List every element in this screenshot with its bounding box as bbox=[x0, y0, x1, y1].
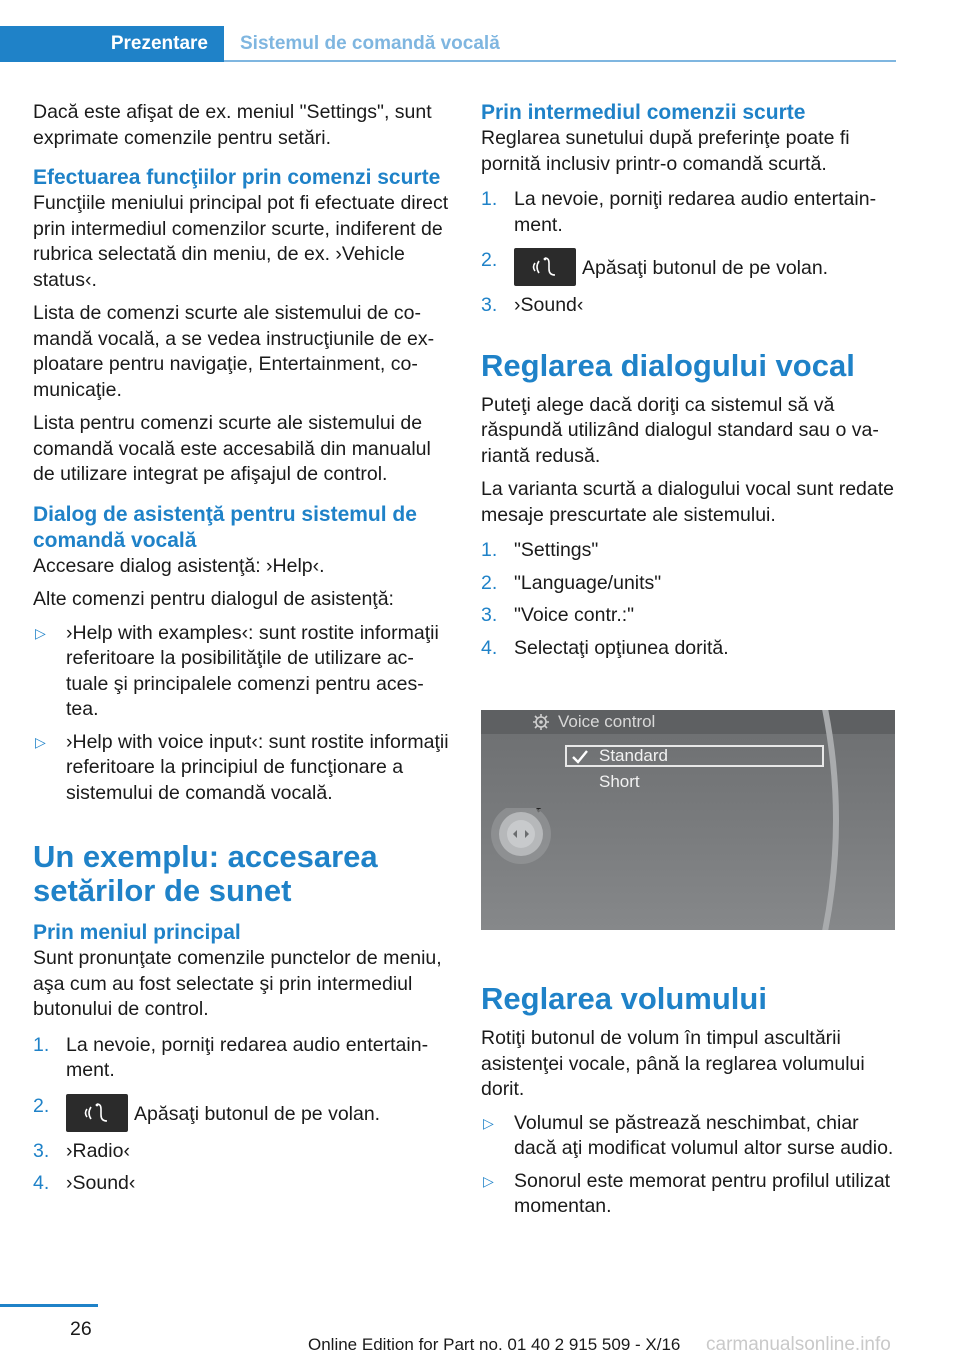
list-item: ▷ ›Help with voice input‹: sunt rostite informaţii referitoare la principiul de funcţionare a sistemului de comandă vocală. bbox=[35, 730, 449, 804]
dialog-steps-list bbox=[481, 538, 897, 661]
screen-title: Voice control bbox=[558, 712, 656, 731]
option-standard[interactable]: Standard bbox=[599, 746, 668, 765]
paragraph-help-2: Alte comenzi pentru dialogul de asistenţă: bbox=[33, 588, 394, 610]
volume-section bbox=[481, 982, 897, 1227]
steps-list-left bbox=[33, 1033, 449, 1197]
bullet-triangle-icon: ▷ bbox=[35, 733, 46, 750]
list-item: ▷ ›Help with examples‹: sunt rostite informaţii referitoare la posibilităţile de utilizare actuale şi principalele comenzi pentru acestea. bbox=[35, 621, 439, 720]
list-item: ▷ Sonorul este memorat pentru profilul utilizat momentan. bbox=[483, 1169, 891, 1217]
list-item: 4. ›Sound‹ bbox=[33, 1172, 136, 1194]
footer-divider bbox=[0, 1304, 98, 1307]
paragraph-dialog-1: Puteţi alege dacă doriţi ca sistemul să vă răspundă utilizând dialogul standard sau o variantă redusă. bbox=[481, 393, 879, 467]
left-column bbox=[33, 100, 449, 1204]
paragraph-short-command: Reglarea sunetului după preferinţe poate fi pornită inclusiv printr-o comandă scurtă. bbox=[481, 127, 850, 175]
voice-control-screen-image bbox=[481, 710, 895, 930]
section-title[interactable]: Sistemul de comandă vocală bbox=[240, 33, 500, 54]
page-header bbox=[0, 0, 960, 62]
bullet-triangle-icon: ▷ bbox=[35, 624, 46, 641]
bullet-triangle-icon: ▷ bbox=[483, 1114, 494, 1131]
intro-paragraph: Dacă este afişat de ex. meniul "Settings", sunt exprimate comenzile pentru setări. bbox=[33, 101, 432, 149]
voice-command-button-icon bbox=[514, 248, 576, 286]
bullet-triangle-icon: ▷ bbox=[483, 1172, 494, 1189]
paragraph-main-menu: Sunt pronunţate comenzile punctelor de meniu, aşa cum au fost selectate şi prin intermediul butonului de control. bbox=[33, 947, 442, 1020]
heading-short-command: Prin intermediul comenzii scurte bbox=[481, 101, 806, 124]
help-list bbox=[33, 621, 449, 807]
paragraph-short-1: Funcţiile meniului principal pot fi efectuate direct prin intermediul comenzilor scurte, indiferent de rubrica selectată din meniu, de ex. ›Vehicle status‹. bbox=[33, 192, 449, 291]
list-item: 3. "Voice contr.:" bbox=[481, 604, 635, 626]
list-item: 3. ›Radio‹ bbox=[33, 1139, 130, 1162]
list-item: 2. "Language/units" bbox=[481, 571, 662, 594]
watermark-text: carmanualsonline.info bbox=[706, 1334, 891, 1355]
right-column bbox=[481, 100, 897, 668]
heading-short-commands: Efectuarea funcţiilor prin comenzi scurte bbox=[33, 166, 441, 189]
steps-list-right bbox=[481, 187, 897, 319]
paragraph-help-1: Accesare dialog asistenţă: ›Help‹. bbox=[33, 554, 325, 577]
heading-voice-dialog: Reglarea dialogului vocal bbox=[481, 347, 855, 383]
list-item: 4. Selectaţi opţiunea dorită. bbox=[481, 636, 729, 659]
paragraph-short-3: Lista pentru comenzi scurte ale sistemului de comandă vocală este accesabilă din manualul de utilizare integrat pe afişajul de control. bbox=[33, 412, 431, 485]
list-item: 1. "Settings" bbox=[481, 539, 599, 561]
paragraph-volume: Rotiţi butonul de volum în timpul ascultării asistenţei vocale, până la reglarea volumului dorit. bbox=[481, 1027, 865, 1100]
list-item: ▷ Volumul se păstrează neschimbat, chiar dacă aţi modificat volumul altor surse audio. bbox=[483, 1111, 894, 1159]
controller-icon bbox=[483, 808, 563, 892]
gear-icon bbox=[531, 713, 551, 731]
heading-help-dialog: Dialog de asistenţă pentru sistemul de comandă vocală bbox=[33, 502, 417, 552]
list-item: 2. Apăsaţi butonul de pe volan. bbox=[33, 1094, 449, 1132]
voice-command-button-icon bbox=[66, 1094, 128, 1132]
checkmark-icon bbox=[571, 749, 589, 765]
option-short[interactable]: Short bbox=[599, 772, 640, 791]
paragraph-dialog-2: La varianta scurtă a dialogului vocal sunt redate mesaje prescurtate ale sistemului. bbox=[481, 478, 895, 526]
edition-text: Online Edition for Part no. 01 40 2 915 509 - X/16 bbox=[308, 1335, 681, 1354]
list-item: 3. ›Sound‹ bbox=[481, 294, 584, 316]
chapter-tab[interactable]: Prezentare bbox=[0, 26, 224, 62]
list-item: 1. La nevoie, porniţi redarea audio entertainment. bbox=[481, 188, 877, 236]
page-number: 26 bbox=[70, 1318, 92, 1340]
screen-arc-decoration bbox=[811, 710, 895, 930]
heading-volume: Reglarea volumului bbox=[481, 981, 767, 1016]
heading-main-menu: Prin meniul principal bbox=[33, 921, 241, 944]
paragraph-short-2: Lista de comenzi scurte ale sistemului de comandă vocală, a se vedea instrucţiunile de exploatare pentru navigaţie, Entertainment, comunicaţie. bbox=[33, 302, 435, 401]
volume-list bbox=[481, 1111, 897, 1220]
list-item: 1. La nevoie, porniţi redarea audio entertainment. bbox=[33, 1033, 429, 1081]
list-item: 2. Apăsaţi butonul de pe volan. bbox=[481, 248, 897, 286]
heading-example: Un exemplu: accesarea setărilor de sunet bbox=[33, 839, 378, 908]
header-divider bbox=[224, 60, 896, 62]
